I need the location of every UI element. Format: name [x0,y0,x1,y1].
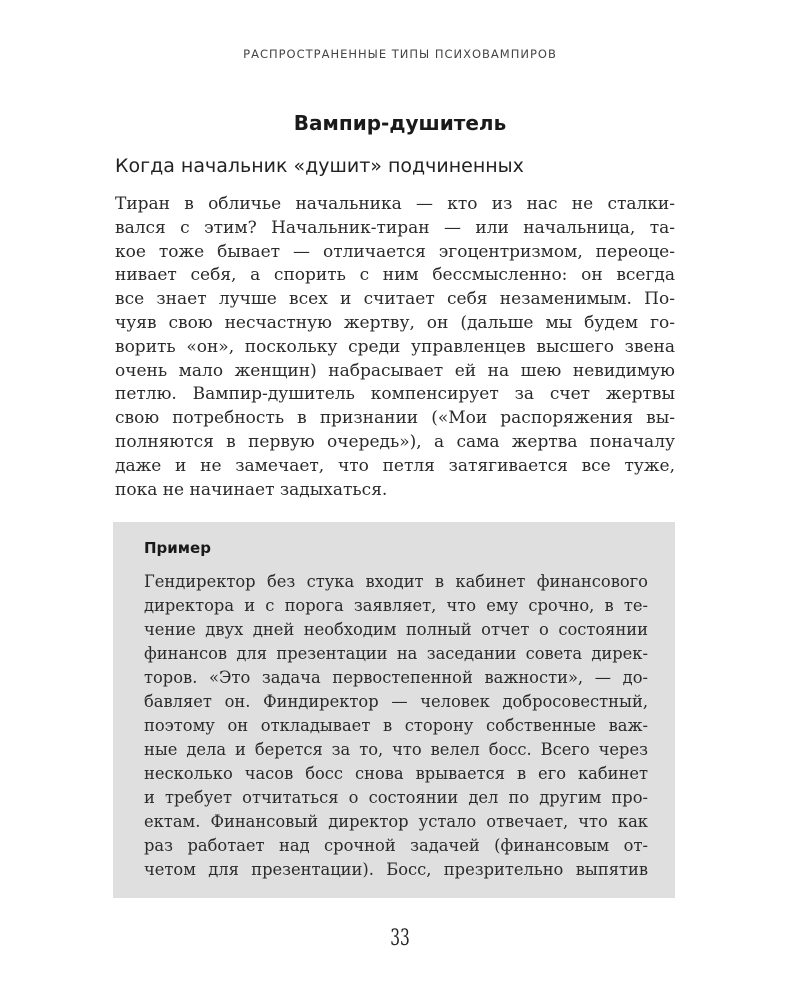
text-line: торов. «Это задача первостепенной важности», — до- [144,668,648,687]
body-paragraph [115,193,675,502]
example-text [144,570,648,882]
text-line: поэтому он откладывает в сторону собственные важ- [144,716,648,735]
text-line: Гендиректор без стука входит в кабинет финансового [144,572,648,591]
section-subtitle: Когда начальник «душит» подчиненных [115,155,524,177]
running-header: РАСПРОСТРАНЕННЫЕ ТИПЫ ПСИХОВАМПИРОВ [243,47,557,61]
text-line: ворить «он», поскольку среди управленцев высшего звена [115,336,675,357]
text-line: четом для презентации). Босс, презрительно выпятив [144,860,648,879]
text-line: нивает себя, а спорить с ним бессмысленно: он всегда [115,265,675,286]
text-line: Тиран в обличье начальника — кто из нас не сталки- [115,194,675,214]
text-line: очень мало женщин) набрасывает ей на шею невидимую [115,360,675,381]
text-line: бавляет он. Финдиректор — человек добросовестный, [144,692,648,711]
text-line: финансов для презентации на заседании совета дирек- [144,644,648,663]
text-line: кое тоже бывает — отличается эгоцентризмом, переоце- [115,241,675,262]
text-line: свою потребность в признании («Мои распоряжения вы- [115,408,675,429]
section-title: Вампир-душитель [293,111,507,135]
example-label: Пример [144,539,211,557]
text-line: все знает лучше всех и считает себя незаменимым. По- [115,289,675,310]
text-line: чение двух дней необходим полный отчет о состоянии [144,620,648,639]
text-line: петлю. Вампир-душитель компенсирует за счет жертвы [115,384,675,405]
text-line: раз работает над срочной задачей (финансовым от- [144,836,648,855]
text-line: и требует отчитаться о состоянии дел по другим про- [144,788,648,807]
text-line: несколько часов босс снова врывается в его кабинет [144,764,648,783]
text-line: ектам. Финансовый директор устало отвечает, что как [144,812,648,831]
text-line: полняются в первую очередь»), а сама жертва поначалу [115,431,675,452]
text-line: директора и с порога заявляет, что ему срочно, в те- [144,596,648,615]
text-line: чуяв свою несчастную жертву, он (дальше мы будем го- [115,312,675,333]
text-line: ные дела и берется за то, что велел босс. Всего через [144,740,648,759]
text-line: вался с этим? Начальник-тиран — или начальница, та- [115,217,675,238]
text-line: даже и не замечает, что петля затягивается все туже, [115,455,675,476]
text-line: пока не начинает задыхаться. [115,479,388,500]
page-number: 33 [390,926,410,951]
example-box [113,522,675,898]
